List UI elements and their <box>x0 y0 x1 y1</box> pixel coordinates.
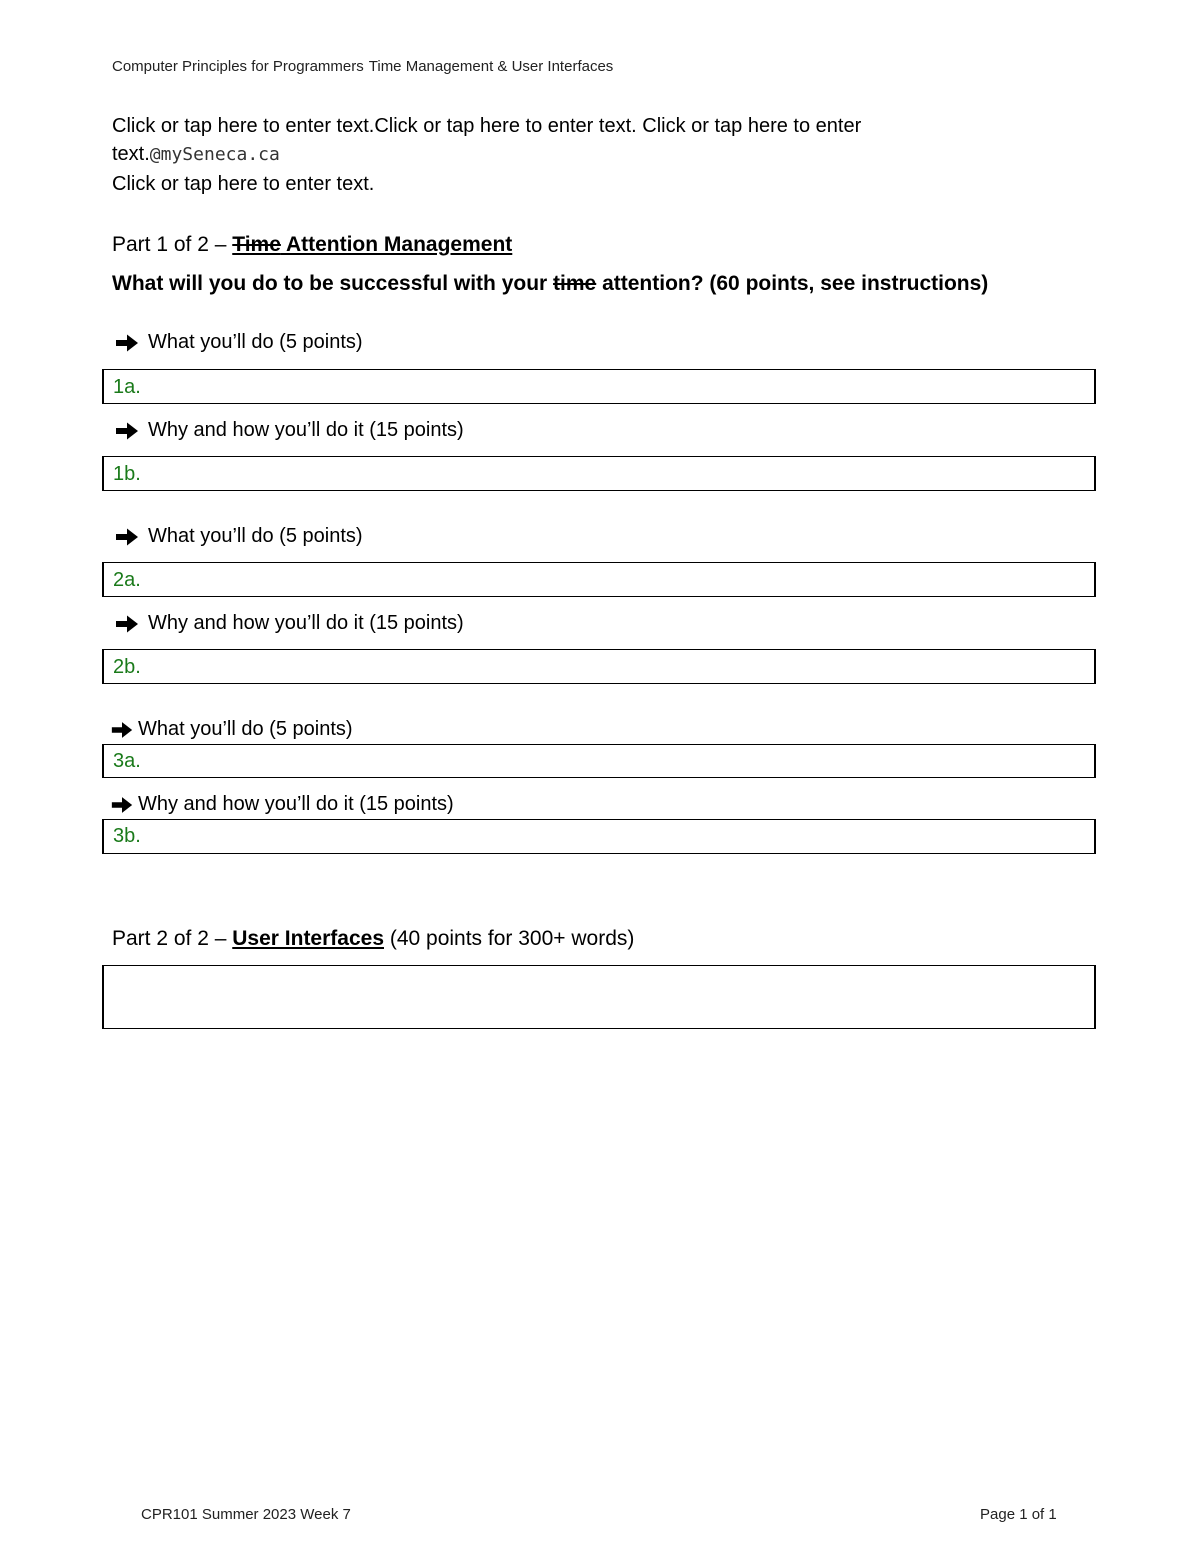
question-text-start: What will you do to be successful with your <box>112 272 554 295</box>
answer-label: 2a. <box>113 569 141 591</box>
prompt-text: Why and how you’ll do it (15 points) <box>148 419 464 441</box>
arrow-icon <box>114 527 140 547</box>
prompt-text: Why and how you’ll do it (15 points) <box>148 612 464 634</box>
answer-label: 1a. <box>113 376 141 398</box>
answer-box-1a[interactable] <box>102 369 1096 404</box>
page-header <box>112 58 613 75</box>
footer-course-info: CPR101 Summer 2023 Week 7 <box>141 1506 351 1523</box>
prompt-why-3 <box>110 793 454 816</box>
student-line-2[interactable] <box>112 140 280 169</box>
part1-heading <box>112 233 512 257</box>
answer-label: 3a. <box>113 750 141 772</box>
student-line-3[interactable]: Click or tap here to enter text. <box>112 173 375 195</box>
answer-box-3b[interactable] <box>102 819 1096 854</box>
prompt-why-2 <box>114 612 464 635</box>
part1-question <box>112 272 988 296</box>
answer-label: 2b. <box>113 656 141 678</box>
header-topic: Time Management & User Interfaces <box>368 58 614 75</box>
footer-page-number: Page 1 of 1 <box>980 1506 1057 1523</box>
part2-prefix: Part 2 of 2 – <box>112 927 233 950</box>
answer-box-1b[interactable] <box>102 456 1096 491</box>
answer-label: 3b. <box>113 825 141 847</box>
part2-heading <box>112 927 634 951</box>
answer-label: 1b. <box>113 463 141 485</box>
prompt-text: What you’ll do (5 points) <box>148 331 363 353</box>
prompt-what-1 <box>114 331 363 354</box>
question-text-end: attention? (60 points, see instructions) <box>596 272 989 295</box>
question-struck-word: time <box>553 272 597 295</box>
answer-box-3a[interactable] <box>102 744 1096 778</box>
part2-suffix: (40 points for 300+ words) <box>384 927 635 950</box>
arrow-icon <box>110 795 134 815</box>
arrow-icon <box>114 333 140 353</box>
student-username-field[interactable]: text. <box>112 143 150 165</box>
email-domain: @mySeneca.ca <box>149 144 280 165</box>
part2-title: User Interfaces <box>232 927 384 950</box>
prompt-what-3 <box>110 718 353 741</box>
part1-prefix: Part 1 of 2 – <box>112 233 233 256</box>
arrow-icon <box>114 421 140 441</box>
part1-struck-word: Time <box>232 233 281 256</box>
answer-box-2b[interactable] <box>102 649 1096 684</box>
prompt-text: What you’ll do (5 points) <box>148 525 363 547</box>
part2-answer-box[interactable] <box>102 965 1096 1029</box>
prompt-text: What you’ll do (5 points) <box>138 718 353 740</box>
prompt-text: Why and how you’ll do it (15 points) <box>138 793 454 815</box>
part1-title: Attention Management <box>280 233 513 256</box>
arrow-icon <box>114 614 140 634</box>
student-line-1[interactable]: Click or tap here to enter text.Click or tap here to enter text. Click or tap here to enter <box>112 115 862 137</box>
prompt-what-2 <box>114 525 363 548</box>
header-course: Computer Principles for Programmers <box>112 58 364 75</box>
arrow-icon <box>110 720 134 740</box>
answer-box-2a[interactable] <box>102 562 1096 597</box>
prompt-why-1 <box>114 419 464 442</box>
